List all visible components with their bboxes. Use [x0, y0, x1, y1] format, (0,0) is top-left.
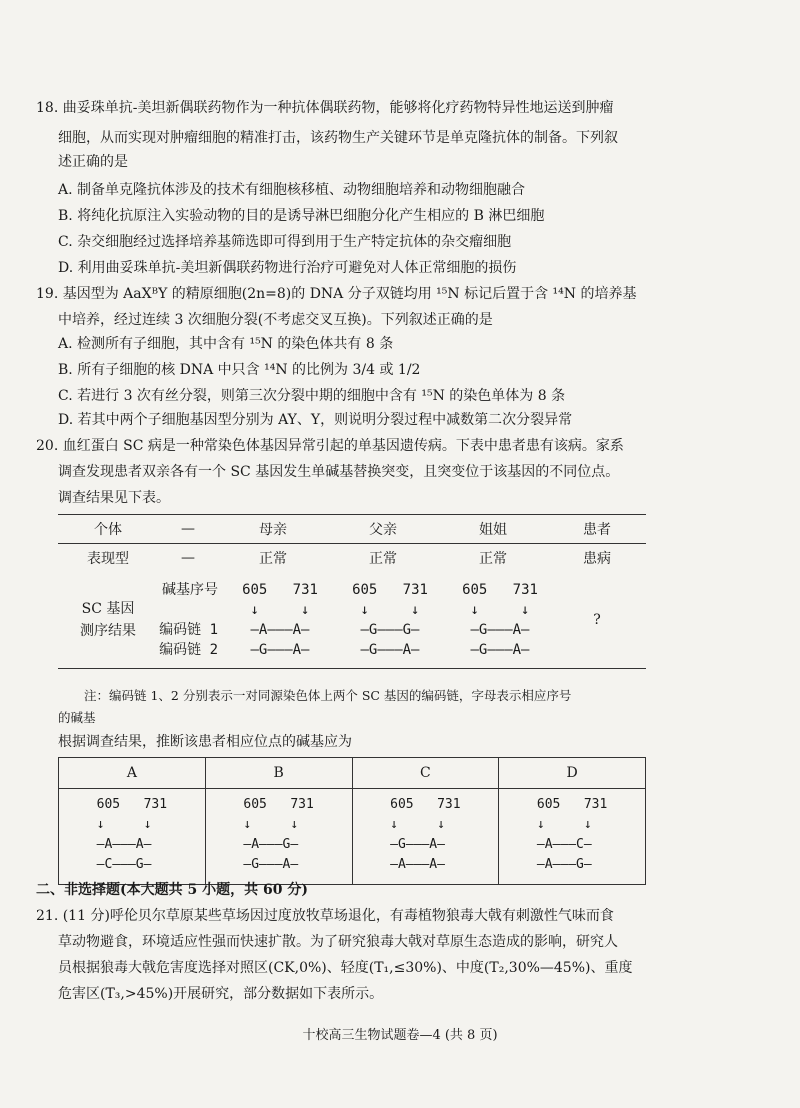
q21-stem-line-1: 21. (11 分)呼伦贝尔草原某些草场因过度放牧草场退化，有毒植物狼毒大戟有刺激性气味而食	[36, 908, 614, 924]
father-strand-2: —G———A—	[360, 642, 420, 658]
father-sequence	[328, 572, 438, 669]
option-d-strand-2: —A———G—	[536, 857, 592, 872]
sequence-row-label	[58, 572, 158, 669]
options-body-row	[59, 789, 646, 885]
option-a-arrows: ↓ ↓	[96, 817, 152, 832]
header-patient: 患者	[548, 515, 646, 544]
option-a-strand-2: —C———G—	[96, 857, 152, 872]
q18-option-b: B. 将纯化抗原注入实验动物的目的是诱导淋巴细胞分化产生相应的 B 淋巴细胞	[58, 208, 545, 224]
mother-strand-2: —G———A—	[250, 642, 310, 658]
option-c-index: 605 731	[390, 797, 461, 812]
mother-index: 605 731	[242, 582, 318, 598]
options-header-row	[59, 758, 646, 789]
sister-index: 605 731	[462, 582, 538, 598]
header-individual: 个体	[58, 515, 158, 544]
header-sister: 姐姐	[438, 515, 548, 544]
option-d-label: D	[499, 758, 646, 789]
sequence-row	[58, 572, 646, 669]
q18-option-d: D. 利用曲妥珠单抗-美坦新偶联药物进行治疗可避免对人体正常细胞的损伤	[58, 260, 517, 276]
q19-stem-line-2: 中培养，经过连续 3 次细胞分裂(不考虑交叉互换)。下列叙述正确的是	[58, 312, 493, 328]
phenotype-mother: 正常	[259, 551, 287, 567]
sister-strand-2: —G———A—	[470, 642, 530, 658]
sequence-strand-labels	[158, 572, 218, 669]
q18-stem-line-1: 18. 曲妥珠单抗-美坦新偶联药物作为一种抗体偶联药物，能够将化疗药物特异性地运送到肿瘤	[36, 100, 614, 116]
option-b-strand-2: —G———A—	[243, 857, 299, 872]
phenotype-label: 表现型	[87, 551, 129, 567]
q18-option-c: C. 杂交细胞经过选择培养基筛选即可得到用于生产特定抗体的杂交瘤细胞	[58, 234, 512, 250]
option-b-index: 605 731	[243, 797, 314, 812]
table-header-row	[58, 515, 646, 544]
option-a-sequence	[59, 789, 206, 885]
option-c-sequence	[352, 789, 499, 885]
option-c-strand-2: —A———A—	[390, 857, 445, 872]
phenotype-patient: 患病	[583, 551, 611, 567]
mother-strand-1: —A———A—	[250, 622, 310, 638]
header-mother: 母亲	[218, 515, 328, 544]
option-c-arrows: ↓ ↓	[390, 817, 445, 832]
page-footer: 十校高三生物试题卷—4 (共 8 页)	[302, 1028, 498, 1043]
q19-stem-line-1: 19. 基因型为 AaXᴮY 的精原细胞(2n=8)的 DNA 分子双链均用 ¹⁵N 标记后置于含 ¹⁴N 的培养基	[36, 286, 637, 302]
q18-stem-line-3: 述正确的是	[58, 154, 128, 170]
q19-option-a: A. 检测所有子细胞，其中含有 ¹⁵N 的染色体共有 8 条	[58, 336, 394, 352]
label-strand-1: 编码链 1	[159, 622, 218, 638]
q19-option-b: B. 所有子细胞的核 DNA 中只含 ¹⁴N 的比例为 3/4 或 1/2	[58, 362, 421, 378]
option-c-label: C	[352, 758, 499, 789]
father-strand-1: —G———G—	[360, 622, 420, 638]
label-strand-2: 编码链 2	[159, 642, 218, 658]
option-a-label: A	[59, 758, 206, 789]
option-d-strand-1: —A———C—	[536, 837, 592, 852]
option-a-strand-1: —A———A—	[96, 837, 152, 852]
answer-options-table	[58, 757, 646, 885]
sequence-label-2: 测序结果	[80, 623, 136, 639]
q21-stem-line-2: 草动物避食，环境适应性强而快速扩散。为了研究狼毒大戟对草原生态造成的影响，研究人	[58, 934, 618, 950]
phenotype-father: 正常	[369, 551, 397, 567]
q20-question: 根据调查结果，推断该患者相应位点的碱基应为	[58, 734, 352, 750]
q18-stem-line-2: 细胞，从而实现对肿瘤细胞的精准打击，该药物生产关键环节是单克隆抗体的制备。下列叙	[58, 130, 618, 146]
q19-option-d: D. 若其中两个子细胞基因型分别为 AY、Y，则说明分裂过程中减数第二次分裂异常	[58, 412, 573, 428]
label-base-index: 碱基序号	[162, 582, 218, 598]
father-index: 605 731	[352, 582, 428, 598]
header-father: 父亲	[328, 515, 438, 544]
q18-option-a: A. 制备单克隆抗体涉及的技术有细胞核移植、动物细胞培养和动物细胞融合	[58, 182, 526, 198]
option-d-index: 605 731	[536, 797, 608, 812]
mother-arrows: ↓ ↓	[250, 602, 310, 618]
phenotype-dash: —	[181, 550, 195, 566]
option-c-strand-1: —G———A—	[390, 837, 445, 852]
option-b-sequence	[205, 789, 352, 885]
phenotype-sister: 正常	[479, 551, 507, 567]
option-a-index: 605 731	[96, 797, 168, 812]
header-dash: —	[158, 515, 218, 544]
option-b-strand-1: —A———G—	[243, 837, 299, 852]
mother-sequence	[218, 572, 328, 669]
option-d-arrows: ↓ ↓	[536, 817, 592, 832]
option-b-arrows: ↓ ↓	[243, 817, 299, 832]
sequence-label-1: SC 基因	[81, 601, 135, 617]
q19-option-c: C. 若进行 3 次有丝分裂，则第三次分裂中期的细胞中含有 ¹⁵N 的染色单体为 8 条	[58, 388, 566, 404]
sister-sequence	[438, 572, 548, 669]
q20-stem-line-3: 调查结果见下表。	[58, 490, 170, 506]
table-note-line-1: 注：编码链 1、2 分别表示一对同源染色体上两个 SC 基因的编码链，字母表示相应序号	[84, 688, 572, 703]
q21-stem-line-4: 危害区(T₃,>45%)开展研究，部分数据如下表所示。	[58, 986, 384, 1002]
patient-sequence: ?	[548, 572, 646, 669]
option-d-sequence	[499, 789, 646, 885]
q20-stem-line-1: 20. 血红蛋白 SC 病是一种常染色体基因异常引起的单基因遗传病。下表中患者患有该病。家系	[36, 438, 624, 454]
q20-stem-line-2: 调查发现患者双亲各有一个 SC 基因发生单碱基替换突变，且突变位于该基因的不同位点。	[58, 464, 620, 480]
sister-arrows: ↓ ↓	[470, 602, 530, 618]
section-2-heading: 二、非选择题(本大题共 5 小题，共 60 分)	[36, 882, 308, 898]
q21-stem-line-3: 员根据狼毒大戟危害度选择对照区(CK,0%)、轻度(T₁,≤30%)、中度(T₂,30%—45%)、重度	[58, 960, 633, 976]
sister-strand-1: —G———A—	[470, 622, 530, 638]
father-arrows: ↓ ↓	[360, 602, 420, 618]
table-note-line-2: 的碱基	[58, 710, 96, 725]
label-blank	[158, 600, 218, 620]
phenotype-row	[58, 544, 646, 573]
pedigree-sequence-table	[58, 514, 646, 669]
option-b-label: B	[205, 758, 352, 789]
